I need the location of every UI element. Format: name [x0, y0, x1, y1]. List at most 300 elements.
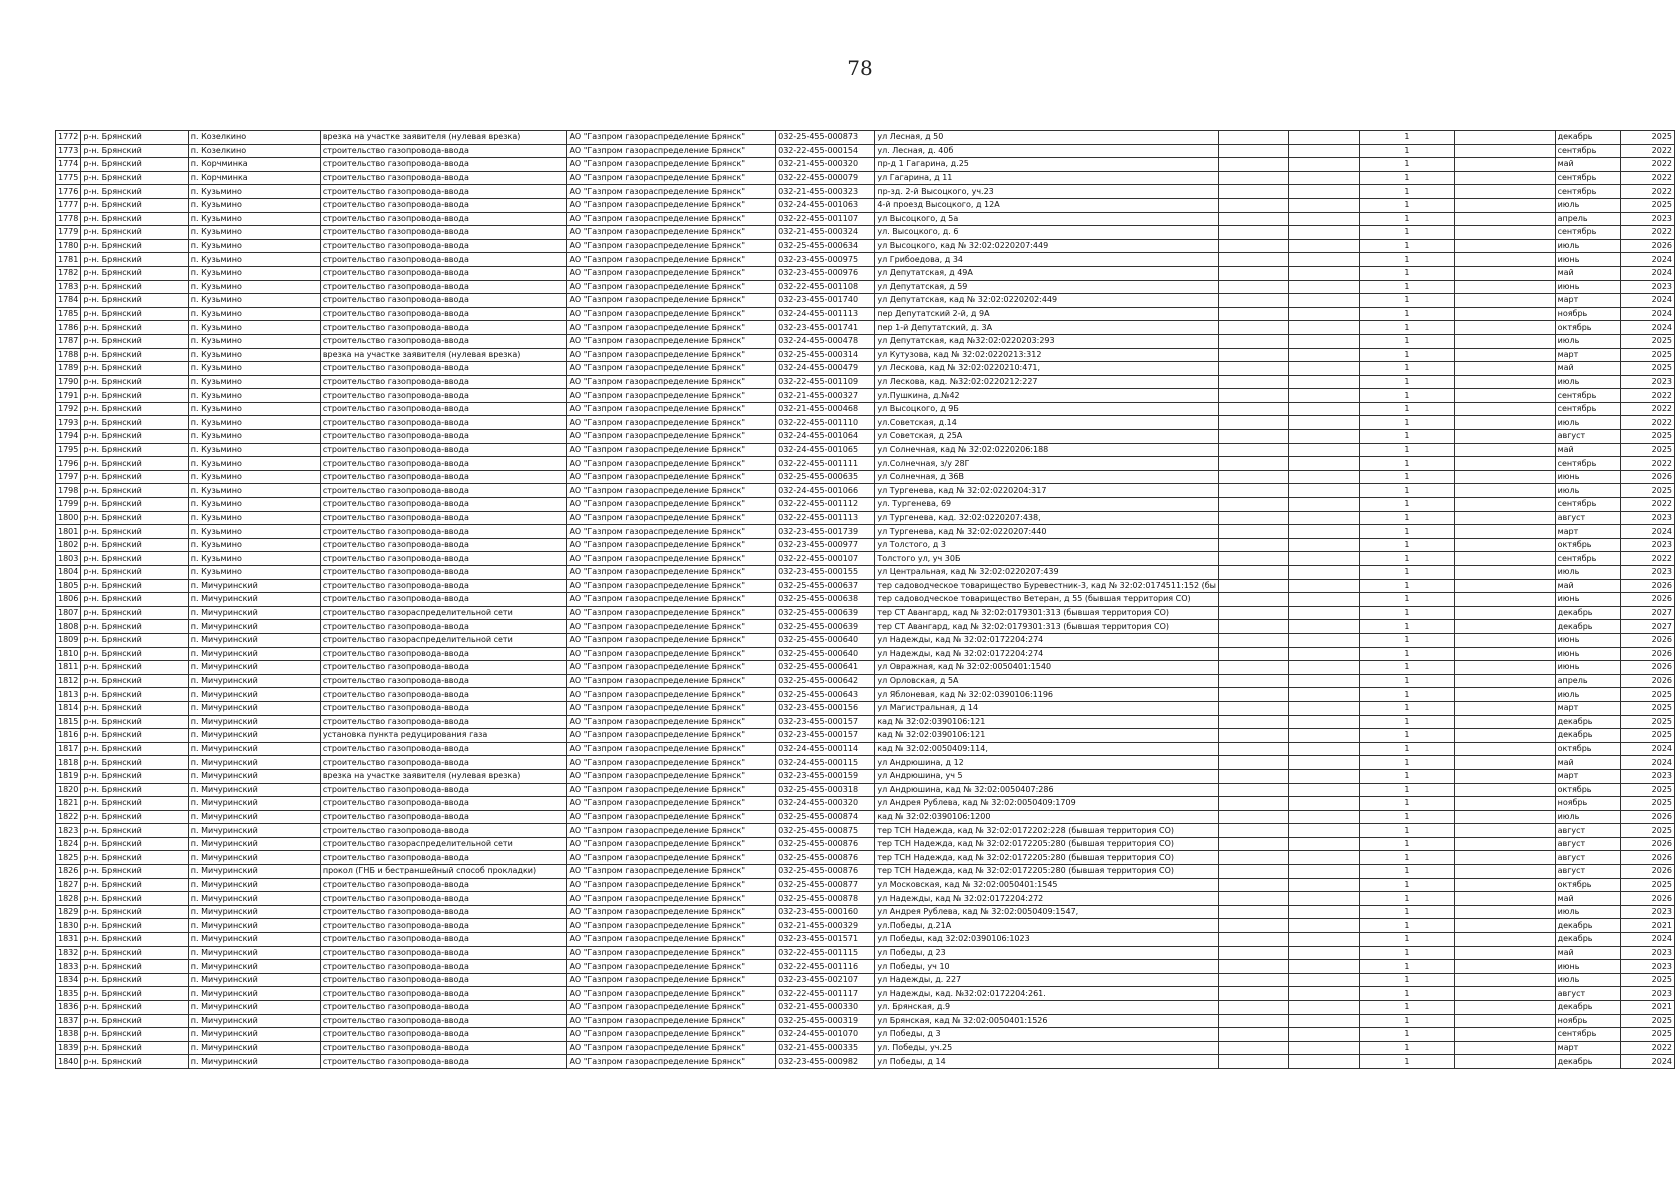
cell-month: июль [1555, 334, 1620, 348]
cell-blank1 [1218, 960, 1288, 974]
cell-num: 1833 [56, 960, 81, 974]
cell-num: 1822 [56, 810, 81, 824]
cell-qty: 1 [1359, 1041, 1455, 1055]
cell-month: май [1555, 443, 1620, 457]
cell-blank1 [1218, 769, 1288, 783]
cell-month: октябрь [1555, 783, 1620, 797]
table-row [56, 1001, 1675, 1015]
cell-blank3 [1455, 756, 1555, 770]
cell-blank3 [1455, 1014, 1555, 1028]
cell-work: строительство газопровода-ввода [320, 185, 567, 199]
cell-locality: п. Кузьмино [188, 430, 320, 444]
cell-address: ул Магистральная, д 14 [875, 701, 1219, 715]
cell-work: установка пункта редуцирования газа [320, 729, 567, 743]
cell-code: 032-24-455-000114 [776, 742, 875, 756]
cell-address: ул Победы, д 3 [875, 1028, 1219, 1042]
cell-work: строительство газопровода-ввода [320, 171, 567, 185]
cell-qty: 1 [1359, 498, 1455, 512]
cell-year: 2022 [1620, 389, 1674, 403]
cell-qty: 1 [1359, 552, 1455, 566]
cell-locality: п. Мичуринский [188, 892, 320, 906]
cell-qty: 1 [1359, 389, 1455, 403]
cell-month: июнь [1555, 960, 1620, 974]
cell-district: р-н. Брянский [81, 688, 188, 702]
cell-blank3 [1455, 769, 1555, 783]
cell-qty: 1 [1359, 593, 1455, 607]
cell-district: р-н. Брянский [81, 729, 188, 743]
cell-blank1 [1218, 633, 1288, 647]
cell-org: АО "Газпром газораспределение Брянск" [567, 131, 776, 145]
cell-month: декабрь [1555, 715, 1620, 729]
cell-blank3 [1455, 960, 1555, 974]
cell-org: АО "Газпром газораспределение Брянск" [567, 334, 776, 348]
cell-code: 032-22-455-000154 [776, 144, 875, 158]
cell-address: Толстого ул, уч 30Б [875, 552, 1219, 566]
cell-blank3 [1455, 987, 1555, 1001]
cell-blank3 [1455, 1041, 1555, 1055]
cell-month: август [1555, 511, 1620, 525]
cell-code: 032-23-455-001741 [776, 321, 875, 335]
cell-code: 032-24-455-000115 [776, 756, 875, 770]
cell-num: 1794 [56, 430, 81, 444]
table-row [56, 416, 1675, 430]
table-row [56, 783, 1675, 797]
cell-month: сентябрь [1555, 498, 1620, 512]
cell-address: тер садоводческое товарищество Ветеран, д 55 (бывшая территория СО) [875, 593, 1219, 607]
cell-year: 2022 [1620, 1041, 1674, 1055]
cell-blank2 [1289, 946, 1359, 960]
cell-org: АО "Газпром газораспределение Брянск" [567, 566, 776, 580]
cell-district: р-н. Брянский [81, 430, 188, 444]
cell-blank3 [1455, 865, 1555, 879]
cell-org: АО "Газпром газораспределение Брянск" [567, 946, 776, 960]
cell-blank1 [1218, 878, 1288, 892]
cell-num: 1798 [56, 484, 81, 498]
cell-blank2 [1289, 321, 1359, 335]
cell-year: 2024 [1620, 294, 1674, 308]
cell-org: АО "Газпром газораспределение Брянск" [567, 919, 776, 933]
cell-locality: п. Мичуринский [188, 647, 320, 661]
cell-code: 032-22-455-000079 [776, 171, 875, 185]
cell-month: март [1555, 525, 1620, 539]
cell-qty: 1 [1359, 321, 1455, 335]
cell-org: АО "Газпром газораспределение Брянск" [567, 511, 776, 525]
cell-num: 1821 [56, 797, 81, 811]
cell-num: 1800 [56, 511, 81, 525]
cell-work: строительство газопровода-ввода [320, 484, 567, 498]
cell-qty: 1 [1359, 851, 1455, 865]
cell-locality: п. Мичуринский [188, 933, 320, 947]
cell-locality: п. Мичуринский [188, 946, 320, 960]
cell-locality: п. Мичуринский [188, 865, 320, 879]
cell-district: р-н. Брянский [81, 946, 188, 960]
table-row [56, 212, 1675, 226]
cell-qty: 1 [1359, 824, 1455, 838]
document-sheet [55, 130, 1675, 1069]
cell-code: 032-23-455-000976 [776, 266, 875, 280]
cell-district: р-н. Брянский [81, 1001, 188, 1015]
cell-blank2 [1289, 701, 1359, 715]
cell-address: ул.Солнечная, з/у 28Г [875, 457, 1219, 471]
cell-qty: 1 [1359, 661, 1455, 675]
cell-blank1 [1218, 430, 1288, 444]
cell-qty: 1 [1359, 158, 1455, 172]
cell-blank1 [1218, 198, 1288, 212]
cell-district: р-н. Брянский [81, 1041, 188, 1055]
cell-address: ул Кутузова, кад № 32:02:0220213:312 [875, 348, 1219, 362]
cell-locality: п. Мичуринский [188, 688, 320, 702]
cell-locality: п. Мичуринский [188, 701, 320, 715]
cell-blank2 [1289, 185, 1359, 199]
cell-locality: п. Кузьмино [188, 348, 320, 362]
cell-blank3 [1455, 198, 1555, 212]
cell-code: 032-22-455-001107 [776, 212, 875, 226]
cell-year: 2025 [1620, 348, 1674, 362]
cell-blank3 [1455, 212, 1555, 226]
cell-work: строительство газопровода-ввода [320, 266, 567, 280]
cell-qty: 1 [1359, 226, 1455, 240]
cell-blank2 [1289, 593, 1359, 607]
cell-blank1 [1218, 402, 1288, 416]
cell-qty: 1 [1359, 511, 1455, 525]
cell-year: 2021 [1620, 919, 1674, 933]
cell-org: АО "Газпром газораспределение Брянск" [567, 606, 776, 620]
cell-work: строительство газопровода-ввода [320, 498, 567, 512]
cell-code: 032-23-455-000982 [776, 1055, 875, 1069]
cell-code: 032-25-455-000874 [776, 810, 875, 824]
cell-blank1 [1218, 1028, 1288, 1042]
cell-district: р-н. Брянский [81, 334, 188, 348]
cell-locality: п. Кузьмино [188, 307, 320, 321]
cell-month: июнь [1555, 661, 1620, 675]
cell-blank1 [1218, 851, 1288, 865]
cell-locality: п. Кузьмино [188, 402, 320, 416]
cell-code: 032-21-455-000327 [776, 389, 875, 403]
cell-num: 1775 [56, 171, 81, 185]
cell-month: апрель [1555, 674, 1620, 688]
table-row [56, 348, 1675, 362]
cell-district: р-н. Брянский [81, 647, 188, 661]
cell-code: 032-25-455-000875 [776, 824, 875, 838]
cell-locality: п. Козелкино [188, 131, 320, 145]
cell-num: 1804 [56, 566, 81, 580]
cell-blank2 [1289, 1014, 1359, 1028]
cell-num: 1834 [56, 973, 81, 987]
cell-org: АО "Газпром газораспределение Брянск" [567, 1028, 776, 1042]
cell-blank2 [1289, 892, 1359, 906]
cell-work: строительство газопровода-ввода [320, 1041, 567, 1055]
cell-address: тер ТСН Надежда, кад № 32:02:0172205:280 (бывшая территория СО) [875, 837, 1219, 851]
cell-qty: 1 [1359, 892, 1455, 906]
cell-blank1 [1218, 362, 1288, 376]
table-row [56, 158, 1675, 172]
cell-locality: п. Мичуринский [188, 851, 320, 865]
cell-blank3 [1455, 878, 1555, 892]
cell-address: ул.Победы, д.21А [875, 919, 1219, 933]
cell-year: 2023 [1620, 511, 1674, 525]
cell-locality: п. Корчминка [188, 171, 320, 185]
cell-year: 2023 [1620, 212, 1674, 226]
cell-year: 2025 [1620, 443, 1674, 457]
cell-blank3 [1455, 715, 1555, 729]
cell-blank1 [1218, 1014, 1288, 1028]
cell-org: АО "Газпром газораспределение Брянск" [567, 987, 776, 1001]
cell-blank1 [1218, 457, 1288, 471]
cell-num: 1791 [56, 389, 81, 403]
cell-month: октябрь [1555, 742, 1620, 756]
cell-work: строительство газопровода-ввода [320, 878, 567, 892]
cell-blank3 [1455, 334, 1555, 348]
cell-num: 1829 [56, 905, 81, 919]
cell-address: ул Надежды, кад № 32:02:0172204:274 [875, 647, 1219, 661]
table-row [56, 865, 1675, 879]
cell-locality: п. Кузьмино [188, 552, 320, 566]
cell-blank2 [1289, 973, 1359, 987]
cell-org: АО "Газпром газораспределение Брянск" [567, 661, 776, 675]
cell-code: 032-23-455-001571 [776, 933, 875, 947]
cell-work: строительство газопровода-ввода [320, 715, 567, 729]
table-row [56, 185, 1675, 199]
cell-org: АО "Газпром газораспределение Брянск" [567, 239, 776, 253]
cell-blank3 [1455, 946, 1555, 960]
cell-num: 1796 [56, 457, 81, 471]
cell-num: 1812 [56, 674, 81, 688]
cell-district: р-н. Брянский [81, 389, 188, 403]
cell-year: 2025 [1620, 334, 1674, 348]
cell-year: 2022 [1620, 226, 1674, 240]
cell-address: ул Андрея Рублева, кад № 32:02:0050409:1547, [875, 905, 1219, 919]
cell-qty: 1 [1359, 919, 1455, 933]
cell-org: АО "Газпром газораспределение Брянск" [567, 1001, 776, 1015]
cell-locality: п. Кузьмино [188, 321, 320, 335]
cell-code: 032-22-455-001113 [776, 511, 875, 525]
cell-year: 2024 [1620, 266, 1674, 280]
cell-qty: 1 [1359, 837, 1455, 851]
cell-blank2 [1289, 769, 1359, 783]
cell-month: ноябрь [1555, 307, 1620, 321]
cell-blank3 [1455, 375, 1555, 389]
cell-address: пр-д 1 Гагарина, д.25 [875, 158, 1219, 172]
table-row [56, 579, 1675, 593]
cell-district: р-н. Брянский [81, 348, 188, 362]
cell-work: строительство газопровода-ввода [320, 525, 567, 539]
cell-org: АО "Газпром газораспределение Брянск" [567, 960, 776, 974]
cell-blank1 [1218, 280, 1288, 294]
cell-locality: п. Мичуринский [188, 742, 320, 756]
cell-year: 2027 [1620, 606, 1674, 620]
cell-locality: п. Кузьмино [188, 253, 320, 267]
cell-qty: 1 [1359, 620, 1455, 634]
cell-num: 1837 [56, 1014, 81, 1028]
cell-locality: п. Мичуринский [188, 579, 320, 593]
cell-qty: 1 [1359, 674, 1455, 688]
table-row [56, 905, 1675, 919]
cell-num: 1830 [56, 919, 81, 933]
cell-blank3 [1455, 131, 1555, 145]
cell-year: 2026 [1620, 579, 1674, 593]
cell-address: пр-зд. 2-й Высоцкого, уч.23 [875, 185, 1219, 199]
cell-work: строительство газопровода-ввода [320, 402, 567, 416]
cell-qty: 1 [1359, 334, 1455, 348]
cell-qty: 1 [1359, 457, 1455, 471]
cell-month: март [1555, 701, 1620, 715]
cell-locality: п. Мичуринский [188, 905, 320, 919]
cell-address: ул Андрея Рублева, кад № 32:02:0050409:1709 [875, 797, 1219, 811]
cell-blank2 [1289, 566, 1359, 580]
cell-address: ул Солнечная, д 36В [875, 470, 1219, 484]
cell-num: 1813 [56, 688, 81, 702]
cell-code: 032-24-455-000320 [776, 797, 875, 811]
cell-code: 032-22-455-000107 [776, 552, 875, 566]
cell-org: АО "Газпром газораспределение Брянск" [567, 688, 776, 702]
cell-locality: п. Мичуринский [188, 1041, 320, 1055]
cell-num: 1816 [56, 729, 81, 743]
cell-org: АО "Газпром газораспределение Брянск" [567, 715, 776, 729]
cell-code: 032-25-455-000639 [776, 620, 875, 634]
cell-locality: п. Мичуринский [188, 715, 320, 729]
cell-locality: п. Мичуринский [188, 1014, 320, 1028]
cell-blank3 [1455, 674, 1555, 688]
cell-blank3 [1455, 552, 1555, 566]
cell-year: 2025 [1620, 878, 1674, 892]
cell-district: р-н. Брянский [81, 552, 188, 566]
cell-code: 032-25-455-000640 [776, 647, 875, 661]
cell-blank3 [1455, 851, 1555, 865]
cell-num: 1817 [56, 742, 81, 756]
cell-blank2 [1289, 905, 1359, 919]
cell-code: 032-25-455-000319 [776, 1014, 875, 1028]
cell-district: р-н. Брянский [81, 375, 188, 389]
cell-org: АО "Газпром газораспределение Брянск" [567, 905, 776, 919]
cell-code: 032-21-455-000320 [776, 158, 875, 172]
cell-code: 032-24-455-001063 [776, 198, 875, 212]
cell-blank2 [1289, 729, 1359, 743]
cell-blank2 [1289, 239, 1359, 253]
cell-district: р-н. Брянский [81, 810, 188, 824]
cell-district: р-н. Брянский [81, 402, 188, 416]
cell-year: 2024 [1620, 1055, 1674, 1069]
cell-district: р-н. Брянский [81, 525, 188, 539]
cell-locality: п. Мичуринский [188, 878, 320, 892]
cell-district: р-н. Брянский [81, 321, 188, 335]
cell-year: 2025 [1620, 824, 1674, 838]
table-row [56, 701, 1675, 715]
cell-month: август [1555, 851, 1620, 865]
cell-address: ул Надежды, кад № 32:02:0172204:274 [875, 633, 1219, 647]
cell-district: р-н. Брянский [81, 919, 188, 933]
cell-qty: 1 [1359, 1055, 1455, 1069]
cell-num: 1839 [56, 1041, 81, 1055]
cell-qty: 1 [1359, 633, 1455, 647]
cell-locality: п. Мичуринский [188, 674, 320, 688]
cell-qty: 1 [1359, 144, 1455, 158]
cell-work: строительство газопровода-ввода [320, 810, 567, 824]
cell-work: строительство газопровода-ввода [320, 334, 567, 348]
cell-code: 032-23-455-000160 [776, 905, 875, 919]
cell-qty: 1 [1359, 715, 1455, 729]
cell-address: ул. Лесная, д. 40б [875, 144, 1219, 158]
cell-address: ул Депутатская, кад № 32:02:0220202:449 [875, 294, 1219, 308]
cell-code: 032-25-455-000878 [776, 892, 875, 906]
cell-month: октябрь [1555, 321, 1620, 335]
cell-district: р-н. Брянский [81, 960, 188, 974]
cell-blank1 [1218, 348, 1288, 362]
cell-num: 1826 [56, 865, 81, 879]
table-row [56, 566, 1675, 580]
cell-code: 032-23-455-000155 [776, 566, 875, 580]
cell-blank2 [1289, 416, 1359, 430]
cell-month: июнь [1555, 647, 1620, 661]
cell-blank1 [1218, 1041, 1288, 1055]
cell-blank3 [1455, 511, 1555, 525]
cell-month: июль [1555, 416, 1620, 430]
cell-org: АО "Газпром газораспределение Брянск" [567, 701, 776, 715]
cell-locality: п. Мичуринский [188, 729, 320, 743]
cell-district: р-н. Брянский [81, 987, 188, 1001]
table-row [56, 742, 1675, 756]
cell-blank1 [1218, 661, 1288, 675]
cell-work: строительство газопровода-ввода [320, 674, 567, 688]
cell-blank2 [1289, 633, 1359, 647]
cell-num: 1792 [56, 402, 81, 416]
cell-blank1 [1218, 606, 1288, 620]
cell-year: 2026 [1620, 674, 1674, 688]
cell-month: май [1555, 756, 1620, 770]
cell-month: июль [1555, 566, 1620, 580]
table-row [56, 674, 1675, 688]
cell-work: строительство газопровода-ввода [320, 1055, 567, 1069]
table-row [56, 620, 1675, 634]
cell-blank2 [1289, 266, 1359, 280]
cell-locality: п. Мичуринский [188, 606, 320, 620]
cell-code: 032-25-455-000876 [776, 837, 875, 851]
cell-blank1 [1218, 375, 1288, 389]
cell-code: 032-25-455-000873 [776, 131, 875, 145]
table-row [56, 824, 1675, 838]
cell-code: 032-25-455-000635 [776, 470, 875, 484]
table-row [56, 647, 1675, 661]
table-row [56, 661, 1675, 675]
cell-code: 032-24-455-001066 [776, 484, 875, 498]
cell-blank2 [1289, 484, 1359, 498]
cell-qty: 1 [1359, 131, 1455, 145]
cell-year: 2024 [1620, 525, 1674, 539]
cell-address: ул Советская, д 25А [875, 430, 1219, 444]
cell-district: р-н. Брянский [81, 579, 188, 593]
cell-district: р-н. Брянский [81, 294, 188, 308]
cell-num: 1807 [56, 606, 81, 620]
cell-address: ул Гагарина, д 11 [875, 171, 1219, 185]
cell-blank2 [1289, 688, 1359, 702]
cell-work: строительство газопровода-ввода [320, 158, 567, 172]
cell-num: 1838 [56, 1028, 81, 1042]
cell-blank3 [1455, 620, 1555, 634]
cell-locality: п. Мичуринский [188, 633, 320, 647]
cell-num: 1820 [56, 783, 81, 797]
cell-num: 1782 [56, 266, 81, 280]
cell-num: 1788 [56, 348, 81, 362]
cell-blank3 [1455, 362, 1555, 376]
cell-locality: п. Мичуринский [188, 620, 320, 634]
cell-org: АО "Газпром газораспределение Брянск" [567, 402, 776, 416]
cell-month: сентябрь [1555, 185, 1620, 199]
cell-year: 2025 [1620, 729, 1674, 743]
cell-blank2 [1289, 674, 1359, 688]
cell-address: ул Победы, д 23 [875, 946, 1219, 960]
cell-qty: 1 [1359, 1014, 1455, 1028]
cell-year: 2024 [1620, 756, 1674, 770]
cell-month: август [1555, 824, 1620, 838]
